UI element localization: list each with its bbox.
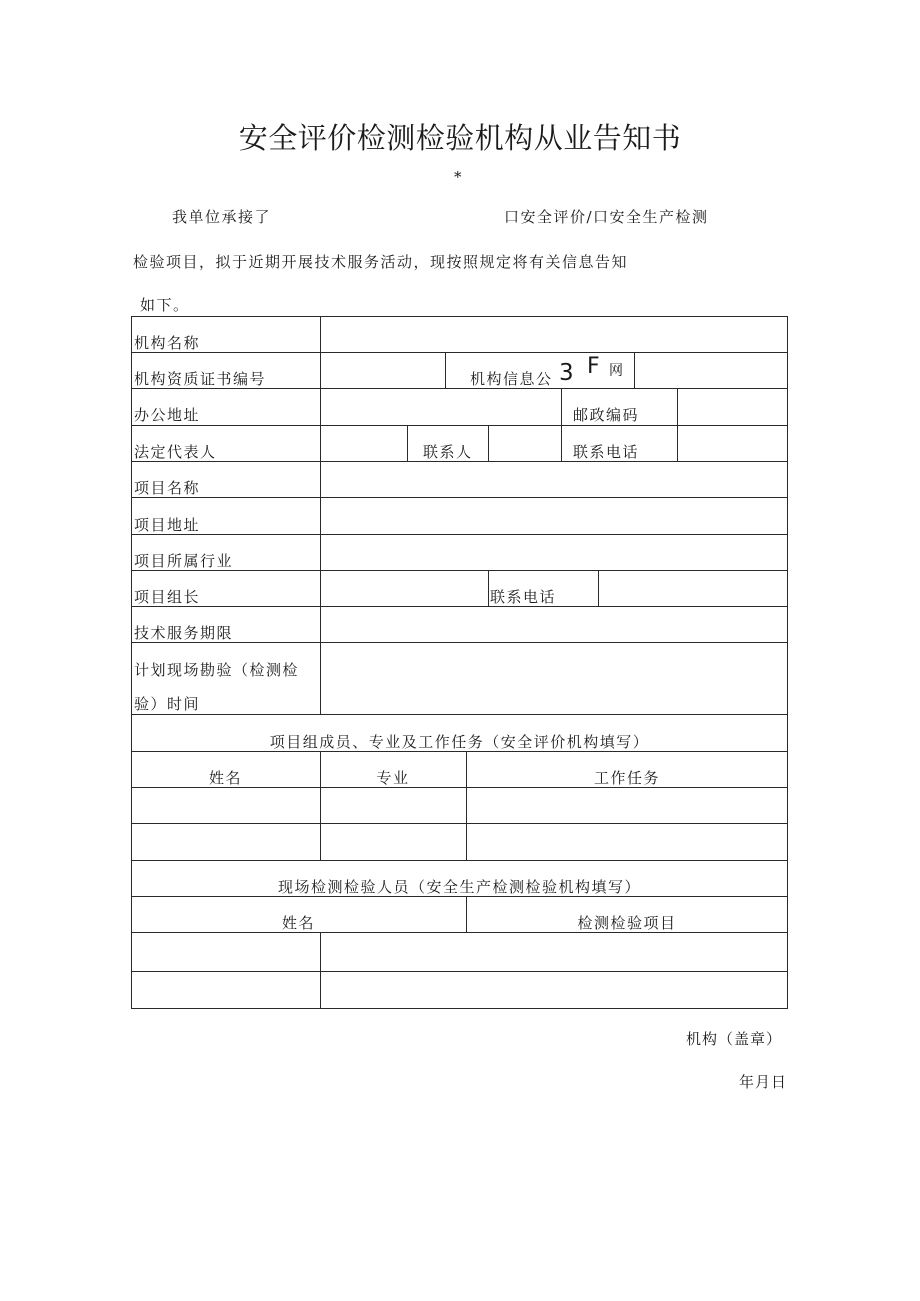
label-contact-phone: 联系电话: [573, 443, 640, 461]
noise-letter: F: [587, 354, 600, 379]
header-name: 姓名: [208, 769, 242, 787]
label-info-public: 机构信息公: [470, 370, 553, 388]
info-table: [131, 316, 788, 1009]
label-plan-line1: 计划现场勘验（检测检: [134, 661, 300, 679]
intro-line1-left: 我单位承接了: [172, 208, 272, 226]
intro-line1-right: 口安全评价/口安全生产检测: [504, 208, 709, 226]
label-cert-no: 机构资质证书编号: [134, 370, 267, 388]
asterisk-mark: *: [454, 168, 462, 186]
label-project-leader: 项目组长: [134, 588, 201, 606]
intro-line3: 如下。: [140, 296, 190, 314]
label-legal-rep: 法定代表人: [134, 443, 217, 461]
header-inspection-items: 检测检验项目: [577, 914, 677, 932]
date-label: 年月日: [739, 1073, 788, 1091]
label-wang: 网: [609, 363, 625, 379]
label-postcode: 邮政编码: [573, 406, 640, 424]
label-project-address: 项目地址: [134, 516, 201, 534]
header-task: 工作任务: [593, 769, 660, 787]
label-project-name: 项目名称: [134, 479, 201, 497]
noise-digit: 3: [559, 360, 574, 386]
label-project-industry: 项目所属行业: [134, 552, 234, 570]
header-name-2: 姓名: [281, 914, 315, 932]
label-office-address: 办公地址: [134, 406, 201, 424]
label-contact: 联系人: [423, 443, 473, 461]
label-service-period: 技术服务期限: [134, 624, 234, 642]
section-members-title: 项目组成员、专业及工作任务（安全评价机构填写）: [269, 733, 650, 751]
org-seal-label: 机构（盖章）: [686, 1030, 783, 1048]
label-org-name: 机构名称: [134, 334, 201, 352]
intro-line2: 检验项目，拟于近期开展技术服务活动，现按照规定将有关信息告知: [133, 253, 629, 271]
label-plan-line2: 验）时间: [134, 695, 201, 713]
header-major: 专业: [376, 769, 410, 787]
label-leader-phone: 联系电话: [490, 588, 557, 606]
document-title: 安全评价检测检验机构从业告知书: [238, 121, 682, 155]
section-inspectors-title: 现场检测检验人员（安全生产检测检验机构填写）: [277, 878, 641, 896]
